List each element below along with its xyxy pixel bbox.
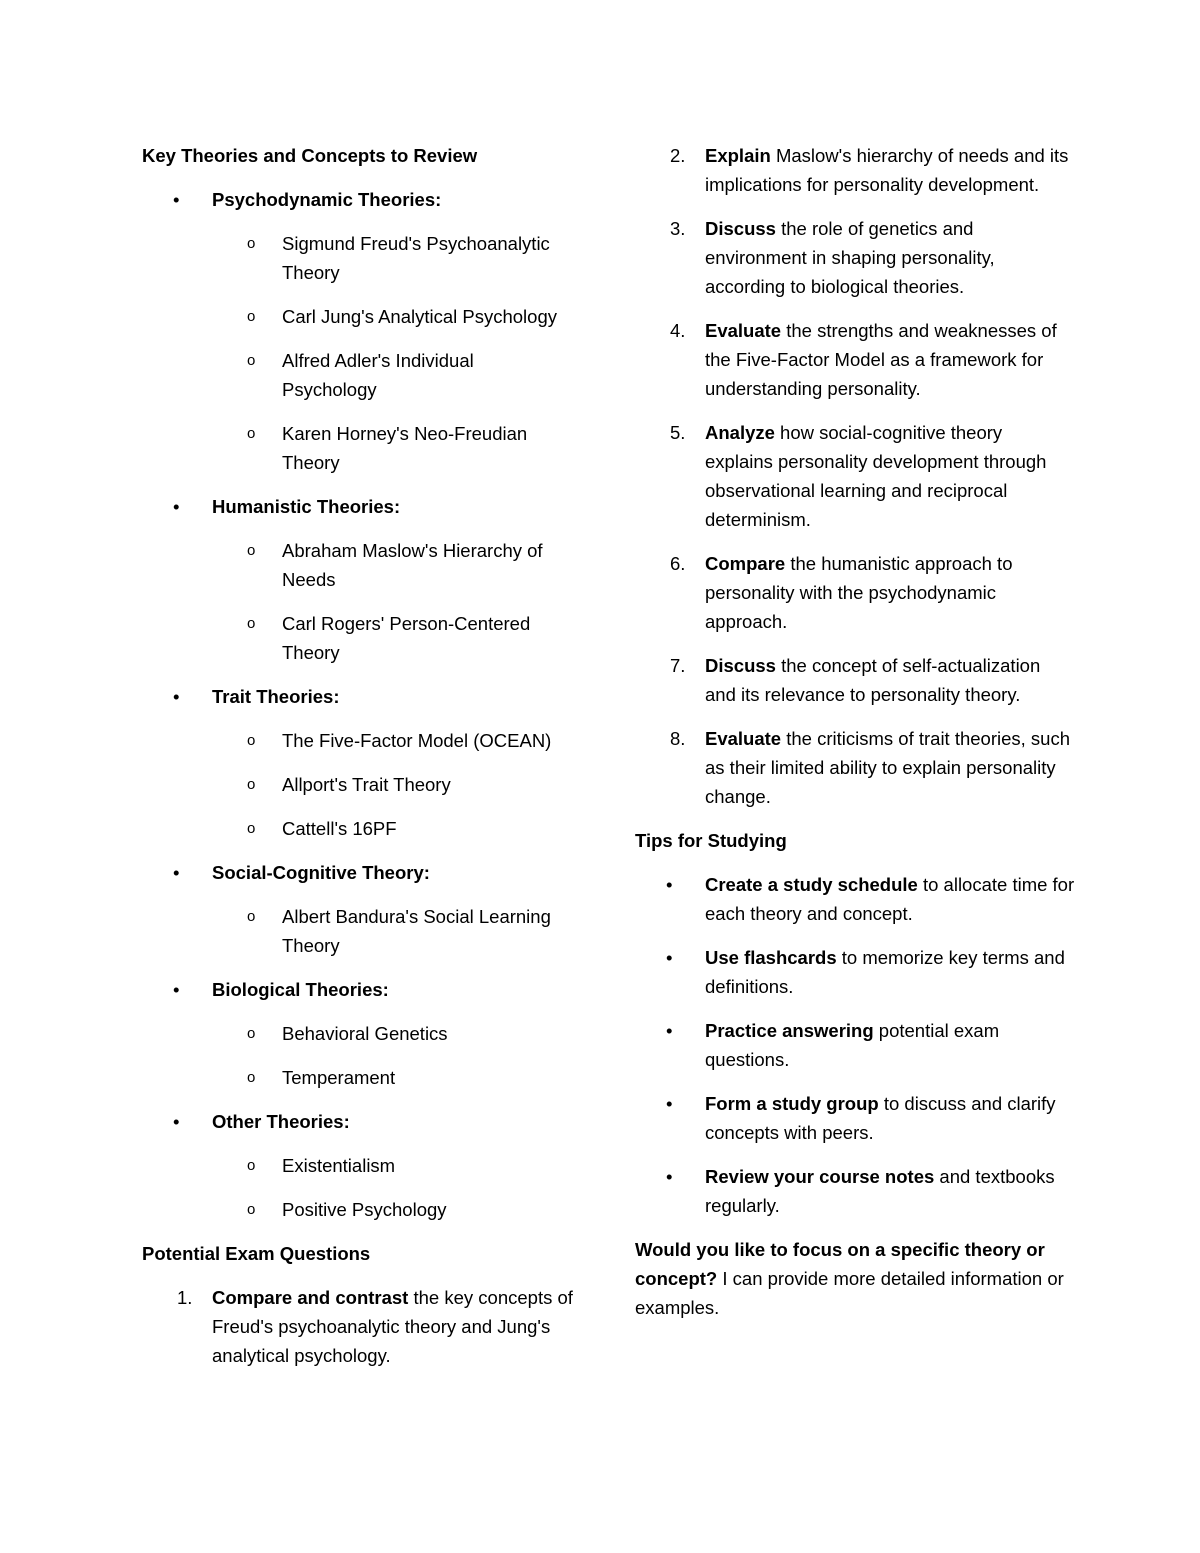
question-item (635, 651, 1075, 709)
tip-action: Create a study schedule (705, 874, 918, 895)
subtopic-list (212, 902, 582, 960)
question-item (635, 549, 1075, 636)
sub-bullet-icon: o (247, 542, 256, 559)
bullet-icon: • (173, 1111, 180, 1132)
question-text: the criticisms of trait theories, such as their limited ability to explain personality change. (705, 728, 1071, 807)
question-number: 7. (670, 655, 686, 676)
subtopic-item (212, 1063, 582, 1092)
subtopic-text: Allport's Trait Theory (282, 774, 451, 795)
question-verb: Discuss (705, 218, 776, 239)
question-text: the key concepts of Freud's psychoanalytic theory and Jung's analytical psychology. (212, 1287, 573, 1366)
subtopic-item (212, 609, 582, 667)
topic-label: Humanistic Theories: (212, 496, 401, 517)
subtopic-item (212, 814, 582, 843)
tip-action: Practice answering (705, 1020, 874, 1041)
question-item (635, 214, 1075, 301)
subtopic-text: Behavioral Genetics (282, 1023, 448, 1044)
topic-label: Other Theories: (212, 1111, 350, 1132)
subtopic-text: Sigmund Freud's Psychoanalytic Theory (282, 233, 550, 283)
tips-list (635, 870, 1075, 1220)
bullet-icon: • (666, 1020, 673, 1041)
question-number: 2. (670, 145, 686, 166)
topic-label: Psychodynamic Theories: (212, 189, 442, 210)
right-column (635, 141, 1075, 1322)
sub-bullet-icon: o (247, 235, 256, 252)
sub-bullet-icon: o (247, 776, 256, 793)
topic-label: Trait Theories: (212, 686, 340, 707)
bullet-icon: • (173, 862, 180, 883)
question-number: 3. (670, 218, 686, 239)
subtopic-text: Albert Bandura's Social Learning Theory (282, 906, 551, 956)
topic-label: Biological Theories: (212, 979, 389, 1000)
tip-text: to memorize key terms and definitions. (705, 947, 1065, 997)
bullet-icon: • (666, 1166, 673, 1187)
question-verb: Compare and contrast (212, 1287, 409, 1308)
question-text: Maslow's hierarchy of needs and its implications for personality development. (705, 145, 1069, 195)
tip-text: and textbooks regularly. (705, 1166, 1055, 1216)
bullet-icon: • (666, 1093, 673, 1114)
subtopic-text: Cattell's 16PF (282, 818, 397, 839)
topic-item (142, 492, 582, 667)
sub-bullet-icon: o (247, 1069, 256, 1086)
bullet-icon: • (666, 874, 673, 895)
question-verb: Analyze (705, 422, 775, 443)
subtopic-list (212, 726, 582, 843)
bullet-icon: • (173, 496, 180, 517)
sub-bullet-icon: o (247, 820, 256, 837)
topic-item (142, 975, 582, 1092)
subtopic-item (212, 1195, 582, 1224)
subtopic-list (212, 1151, 582, 1224)
closing-paragraph (635, 1235, 1075, 1322)
sub-bullet-icon: o (247, 1157, 256, 1174)
tip-text: to allocate time for each theory and concept. (705, 874, 1075, 924)
tip-item (635, 1162, 1075, 1220)
subtopic-text: Positive Psychology (282, 1199, 447, 1220)
subtopic-item (212, 229, 582, 287)
bullet-icon: • (173, 979, 180, 1000)
section-heading-exam-questions: Potential Exam Questions (142, 1243, 371, 1264)
left-column (142, 141, 582, 1385)
question-text: the strengths and weaknesses of the Five-Factor Model as a framework for understanding personality. (705, 320, 1057, 399)
question-verb: Explain (705, 145, 771, 166)
subtopic-text: Existentialism (282, 1155, 396, 1176)
sub-bullet-icon: o (247, 1201, 256, 1218)
subtopic-list (212, 1019, 582, 1092)
question-number: 8. (670, 728, 686, 749)
subtopic-text: Carl Rogers' Person-Centered Theory (282, 613, 531, 663)
question-text: the concept of self-actualization and its relevance to personality theory. (705, 655, 1041, 705)
section-heading-tips: Tips for Studying (635, 830, 787, 851)
topic-label: Social-Cognitive Theory: (212, 862, 430, 883)
sub-bullet-icon: o (247, 908, 256, 925)
bullet-icon: • (173, 189, 180, 210)
subtopic-item (212, 726, 582, 755)
subtopic-item (212, 1151, 582, 1180)
subtopic-item (212, 346, 582, 404)
tip-action: Use flashcards (705, 947, 837, 968)
sub-bullet-icon: o (247, 352, 256, 369)
questions-list-right (635, 141, 1075, 811)
topic-item (142, 185, 582, 477)
subtopic-item (212, 419, 582, 477)
question-item (635, 141, 1075, 199)
subtopic-item (212, 302, 582, 331)
subtopic-text: Carl Jung's Analytical Psychology (282, 306, 557, 327)
bullet-icon: • (173, 686, 180, 707)
subtopic-item (212, 770, 582, 799)
sub-bullet-icon: o (247, 1025, 256, 1042)
subtopic-item (212, 1019, 582, 1048)
subtopic-text: Karen Horney's Neo-Freudian Theory (282, 423, 528, 473)
subtopic-item (212, 536, 582, 594)
closing-text: I can provide more detailed information or examples. (635, 1268, 1064, 1318)
question-text: the humanistic approach to personality with the psychodynamic approach. (705, 553, 1013, 632)
bullet-icon: • (666, 947, 673, 968)
sub-bullet-icon: o (247, 615, 256, 632)
subtopic-list (212, 229, 582, 477)
tip-item (635, 870, 1075, 928)
question-verb: Evaluate (705, 320, 782, 341)
section-heading-key-theories: Key Theories and Concepts to Review (142, 145, 478, 166)
question-number: 6. (670, 553, 686, 574)
sub-bullet-icon: o (247, 732, 256, 749)
question-number: 5. (670, 422, 686, 443)
sub-bullet-icon: o (247, 308, 256, 325)
tip-action: Review your course notes (705, 1166, 935, 1187)
questions-list-left (142, 1283, 582, 1370)
tip-item (635, 1016, 1075, 1074)
subtopic-item (212, 902, 582, 960)
tip-item (635, 1089, 1075, 1147)
tip-text: to discuss and clarify concepts with peers. (705, 1093, 1056, 1143)
tip-item (635, 943, 1075, 1001)
question-item (635, 724, 1075, 811)
sub-bullet-icon: o (247, 425, 256, 442)
question-item (635, 418, 1075, 534)
question-number: 4. (670, 320, 686, 341)
subtopic-text: Abraham Maslow's Hierarchy of Needs (282, 540, 543, 590)
topics-list (142, 185, 582, 1224)
question-text: the role of genetics and environment in shaping personality, according to biological theories. (705, 218, 995, 297)
subtopic-text: Alfred Adler's Individual Psychology (282, 350, 474, 400)
question-verb: Discuss (705, 655, 776, 676)
question-verb: Evaluate (705, 728, 782, 749)
tip-action: Form a study group (705, 1093, 879, 1114)
question-verb: Compare (705, 553, 786, 574)
question-item (142, 1283, 582, 1370)
topic-item (142, 858, 582, 960)
tip-text: potential exam questions. (705, 1020, 1000, 1070)
topic-item (142, 682, 582, 843)
subtopic-text: Temperament (282, 1067, 396, 1088)
question-text: how social-cognitive theory explains personality development through observational learning and reciprocal determinism. (705, 422, 1047, 530)
subtopic-text: The Five-Factor Model (OCEAN) (282, 730, 552, 751)
subtopic-list (212, 536, 582, 667)
question-number: 1. (177, 1287, 193, 1308)
question-item (635, 316, 1075, 403)
topic-item (142, 1107, 582, 1224)
closing-question: Would you like to focus on a specific theory or concept? (635, 1239, 1045, 1289)
